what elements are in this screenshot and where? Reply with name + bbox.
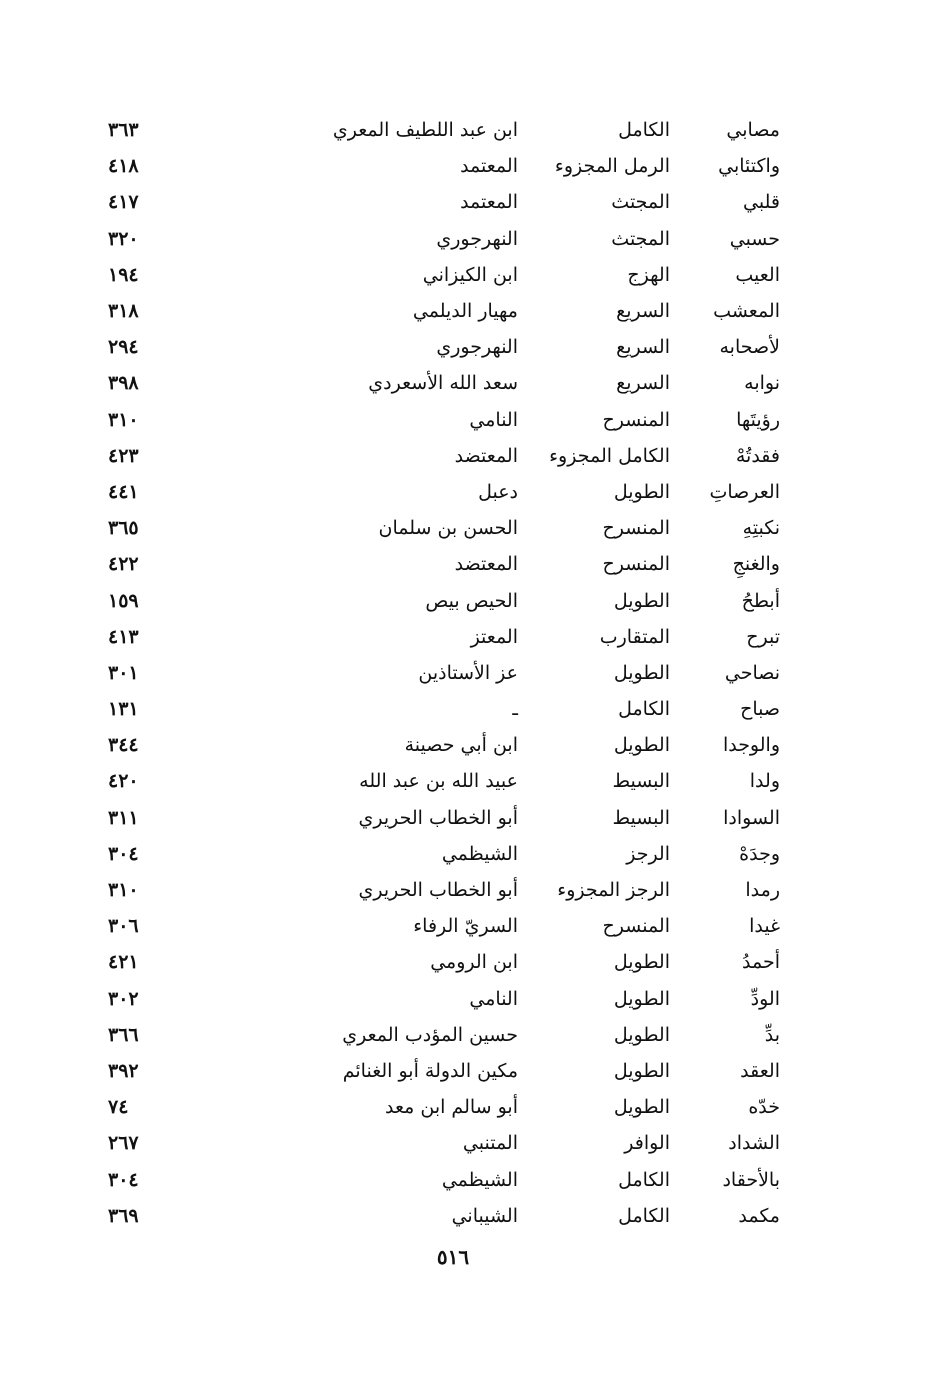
poet: أبو الخطاب الحريري: [358, 806, 518, 829]
page-number: ٥١٦: [436, 1245, 470, 1269]
meter: الوافر: [624, 1132, 670, 1155]
index-row: [100, 365, 780, 401]
poet: المتنبي: [462, 1132, 518, 1155]
index-row: [100, 1017, 780, 1053]
poet: ـ: [512, 698, 518, 721]
poet: ابن أبي حصينة: [404, 734, 518, 757]
meter: المنسرح: [602, 408, 670, 431]
poet: النامي: [469, 408, 518, 431]
meter: السريع: [616, 336, 670, 359]
page-reference: ٤٢٠: [108, 770, 139, 793]
meter: الرمل المجزوء: [554, 155, 670, 178]
meter: الكامل: [618, 698, 670, 721]
rhyme-word: غيدا: [749, 915, 780, 938]
index-row: [100, 257, 780, 293]
rhyme-word: ولدا: [749, 770, 780, 793]
poet: النامي: [469, 987, 518, 1010]
index-row: [100, 836, 780, 872]
index-row: [100, 727, 780, 763]
rhyme-word: وجدَهْ: [739, 842, 780, 865]
meter: السريع: [616, 372, 670, 395]
meter: المجتث: [611, 191, 670, 214]
meter: المجتث: [611, 227, 670, 250]
meter: المنسرح: [602, 553, 670, 576]
rhyme-word: مكمد: [738, 1204, 780, 1227]
poet: الحسن بن سلمان: [378, 517, 518, 540]
poet: عز الأستاذين: [418, 661, 518, 684]
rhyme-word: تبرح: [746, 625, 780, 648]
page-reference: ٣٠٤: [108, 842, 139, 865]
index-row: [100, 438, 780, 474]
poet: حسين المؤدب المعري: [342, 1023, 518, 1046]
page-reference: ١٣١: [108, 698, 139, 721]
poet: أبو الخطاب الحريري: [358, 879, 518, 902]
rhyme-word: السوادا: [723, 806, 780, 829]
meter: الطويل: [613, 1059, 670, 1082]
meter: الكامل المجزوء: [549, 444, 670, 467]
index-row: [100, 763, 780, 799]
page-reference: ٣٦٥: [108, 517, 139, 540]
rhyme-word: والوجدا: [722, 734, 780, 757]
poet: المعتضد: [454, 444, 518, 467]
poet: المعتمد: [460, 155, 518, 178]
rhyme-word: رمدا: [745, 879, 780, 902]
rhyme-word: حسبي: [729, 227, 780, 250]
poet: ابن عبد اللطيف المعري: [332, 119, 518, 142]
index-row: [100, 1125, 780, 1161]
rhyme-word: والغنجِ: [732, 553, 780, 576]
meter: البسيط: [612, 770, 670, 793]
rhyme-word: مصابي: [726, 119, 780, 142]
meter: الطويل: [613, 1096, 670, 1119]
page-reference: ٤٢٢: [108, 553, 139, 576]
rhyme-word: أحمدُ: [742, 951, 780, 974]
poet: النهرجوري: [436, 336, 518, 359]
index-row: [100, 112, 780, 148]
poet: عبيد الله بن عبد الله: [359, 770, 518, 793]
rhyme-word: نوابه: [744, 372, 780, 395]
index-row: [100, 944, 780, 980]
index-row: [100, 1089, 780, 1125]
page-reference: ٤١٨: [108, 155, 139, 178]
index-row: [100, 655, 780, 691]
page-reference: ٣٠٢: [108, 987, 139, 1010]
rhyme-word: صباح: [740, 698, 780, 721]
page-reference: ٣٩٢: [108, 1059, 139, 1082]
verse-index-table: [100, 112, 780, 1234]
page-reference: ١٥٩: [108, 589, 139, 612]
rhyme-word: الشداد: [728, 1132, 780, 1155]
meter: الرجز: [626, 842, 670, 865]
index-row: [100, 510, 780, 546]
page-reference: ٢٦٧: [108, 1132, 139, 1155]
meter: الكامل: [618, 1204, 670, 1227]
index-row: [100, 1161, 780, 1197]
poet: النهرجوري: [436, 227, 518, 250]
page-reference: ٣٤٤: [108, 734, 139, 757]
page-reference: ٤١٧: [108, 191, 139, 214]
index-row: [100, 474, 780, 510]
rhyme-word: رؤيتَها: [736, 408, 780, 431]
index-row: [100, 221, 780, 257]
index-row: [100, 908, 780, 944]
page-reference: ٧٤: [108, 1096, 129, 1119]
index-row: [100, 329, 780, 365]
page-reference: ٣٩٨: [108, 372, 139, 395]
poet: ابن الكيزاني: [422, 263, 518, 286]
rhyme-word: واكتئابي: [718, 155, 780, 178]
meter: الطويل: [613, 480, 670, 503]
page-reference: ٤٢١: [108, 951, 139, 974]
poet: المعتز: [470, 625, 518, 648]
meter: المتقارب: [599, 625, 670, 648]
poet: المعتمد: [460, 191, 518, 214]
meter: السريع: [616, 300, 670, 323]
meter: البسيط: [612, 806, 670, 829]
page-reference: ٤١٣: [108, 625, 139, 648]
rhyme-word: فقدتُهْ: [735, 444, 780, 467]
rhyme-word: بالأحقاد: [722, 1168, 780, 1191]
index-row: [100, 582, 780, 618]
meter: الهزج: [627, 263, 670, 286]
rhyme-word: نصاحي: [724, 661, 780, 684]
index-row: [100, 402, 780, 438]
rhyme-word: قلبي: [743, 191, 780, 214]
rhyme-word: العرصاتِ: [709, 480, 780, 503]
index-row: [100, 981, 780, 1017]
page-reference: ٣٠٤: [108, 1168, 139, 1191]
rhyme-word: المعشب: [713, 300, 780, 323]
meter: الكامل: [618, 119, 670, 142]
page-reference: ٣٦٩: [108, 1204, 139, 1227]
index-row: [100, 1198, 780, 1234]
poet: مكين الدولة أبو الغنائم: [342, 1059, 518, 1082]
meter: الطويل: [613, 951, 670, 974]
meter: المنسرح: [602, 517, 670, 540]
page-reference: ٣٠٦: [108, 915, 139, 938]
page-reference: ٣١٨: [108, 300, 139, 323]
meter: الطويل: [613, 734, 670, 757]
poet: الحيص بيص: [425, 589, 518, 612]
rhyme-word: نكبتِهِ: [742, 517, 780, 540]
poet: دعبل: [478, 480, 518, 503]
rhyme-word: لأصحابه: [719, 336, 780, 359]
index-row: [100, 691, 780, 727]
page-reference: ٢٩٤: [108, 336, 139, 359]
poet: الشيباني: [451, 1204, 518, 1227]
poet: ابن الرومي: [430, 951, 518, 974]
page-reference: ١٩٤: [108, 263, 139, 286]
index-row: [100, 293, 780, 329]
rhyme-word: العيب: [735, 263, 780, 286]
index-row: [100, 148, 780, 184]
poet: الشيظمي: [441, 842, 518, 865]
index-row: [100, 184, 780, 220]
poet: أبو سالم ابن معد: [385, 1096, 518, 1119]
poet: المعتضد: [454, 553, 518, 576]
page-reference: ٣١١: [108, 806, 139, 829]
meter: الكامل: [618, 1168, 670, 1191]
meter: الطويل: [613, 1023, 670, 1046]
index-row: [100, 619, 780, 655]
poet: مهيار الديلمي: [412, 300, 518, 323]
meter: الرجز المجزوء: [557, 879, 670, 902]
page-reference: ٣١٠: [108, 408, 139, 431]
meter: المنسرح: [602, 915, 670, 938]
poet: الشيظمي: [441, 1168, 518, 1191]
meter: الطويل: [613, 987, 670, 1010]
index-row: [100, 800, 780, 836]
page-reference: ٤٤١: [108, 480, 139, 503]
page-reference: ٣٦٦: [108, 1023, 139, 1046]
rhyme-word: العقد: [740, 1059, 780, 1082]
meter: الطويل: [613, 589, 670, 612]
page-reference: ٣١٠: [108, 879, 139, 902]
rhyme-word: الودِّ: [750, 987, 780, 1010]
page-reference: ٣٠١: [108, 661, 139, 684]
index-row: [100, 546, 780, 582]
meter: الطويل: [613, 661, 670, 684]
index-row: [100, 872, 780, 908]
page-reference: ٣٢٠: [108, 227, 139, 250]
rhyme-word: بدِّ: [764, 1023, 780, 1046]
poet: السريّ الرفاء: [413, 915, 518, 938]
page-reference: ٤٢٣: [108, 444, 139, 467]
rhyme-word: خدّه: [748, 1096, 780, 1119]
rhyme-word: أبطحُ: [741, 589, 780, 612]
index-row: [100, 1053, 780, 1089]
poet: سعد الله الأسعردي: [368, 372, 518, 395]
page-reference: ٣٦٣: [108, 119, 139, 142]
